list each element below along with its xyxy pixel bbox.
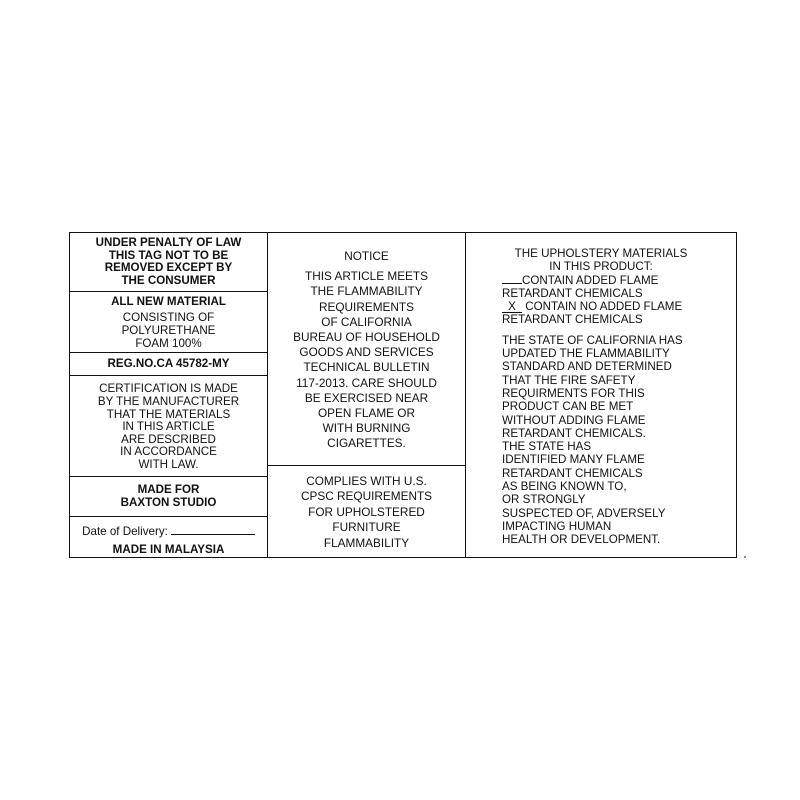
made-for-line: MADE FOR bbox=[137, 482, 200, 496]
state-line: IMPACTING HUMAN bbox=[502, 519, 612, 533]
option-none-line2: RETARDANT CHEMICALS bbox=[502, 313, 643, 327]
notice-line: THIS ARTICLE MEETS bbox=[304, 269, 429, 284]
made-for-section bbox=[70, 477, 267, 517]
cert-line: BY THE MANUFACTURER bbox=[97, 395, 240, 408]
notice-line: OPEN FLAME OR bbox=[317, 406, 415, 421]
date-of-delivery-label: Date of Delivery: bbox=[82, 524, 168, 538]
state-line: THAT THE FIRE SAFETY bbox=[502, 373, 636, 387]
complies-line: FURNITURE bbox=[332, 520, 401, 535]
notice-line: REQUIREMENTS bbox=[318, 299, 415, 314]
reg-no-text: REG.NO.CA 45782-MY bbox=[107, 357, 230, 371]
state-line: SUSPECTED OF, ADVERSELY bbox=[502, 506, 666, 520]
material-line: CONSISTING OF bbox=[122, 311, 215, 325]
state-line: RETARDANT CHEMICALS bbox=[502, 466, 643, 480]
cert-line: ARE DESCRIBED bbox=[121, 432, 216, 446]
state-line: OR STRONGLY bbox=[502, 493, 586, 507]
date-of-delivery-blank bbox=[171, 524, 255, 535]
upholstery-header-line: THE UPHOLSTERY MATERIALS bbox=[514, 247, 688, 260]
notice-line: CIGARETTES. bbox=[327, 436, 406, 451]
delivery-section bbox=[70, 517, 267, 557]
right-column bbox=[466, 233, 736, 557]
material-section bbox=[70, 292, 267, 354]
state-line: IDENTIFIED MANY FLAME bbox=[502, 453, 645, 467]
option-added-line2: RETARDANT CHEMICALS bbox=[502, 286, 643, 300]
cert-line: CERTIFICATION IS MADE bbox=[99, 382, 238, 396]
california-statement bbox=[502, 334, 736, 547]
state-line: THE STATE HAS bbox=[502, 440, 592, 454]
complies-line: CPSC REQUIREMENTS bbox=[300, 489, 433, 504]
made-for-line: BAXTON STUDIO bbox=[120, 495, 217, 509]
cert-line: THAT THE MATERIALS bbox=[106, 407, 231, 421]
cert-line: IN ACCORDANCE bbox=[120, 445, 217, 459]
state-line: WITHOUT ADDING FLAME bbox=[502, 413, 646, 427]
made-in-label: MADE IN MALAYSIA bbox=[112, 543, 225, 557]
penalty-line: UNDER PENALTY OF LAW bbox=[95, 236, 242, 249]
upholstery-disclosure bbox=[466, 233, 736, 547]
notice-line: TECHNICAL BULLETIN bbox=[303, 360, 430, 375]
certification-statement bbox=[70, 376, 267, 477]
material-line: POLYURETHANE bbox=[121, 323, 216, 337]
state-line: THE STATE OF CALIFORNIA HAS bbox=[502, 333, 683, 347]
notice-line: GOODS AND SERVICES bbox=[299, 345, 434, 360]
complies-line: FLAMMABILITY bbox=[323, 535, 410, 550]
option-added-text: CONTAIN ADDED FLAME bbox=[522, 273, 659, 287]
state-line: AS BEING KNOWN TO, bbox=[502, 480, 627, 494]
option-added-checkbox-blank bbox=[502, 274, 522, 284]
penalty-notice bbox=[70, 233, 267, 292]
state-line: REQUIRMENTS FOR THIS bbox=[502, 386, 645, 400]
notice-line: BUREAU OF HOUSEHOLD bbox=[293, 330, 440, 345]
delivery-row bbox=[70, 524, 267, 539]
material-line: FOAM 100% bbox=[135, 336, 202, 350]
stray-dot-mark bbox=[744, 556, 746, 558]
cert-line: IN THIS ARTICLE bbox=[122, 420, 215, 434]
state-line: STANDARD AND DETERMINED bbox=[502, 360, 672, 374]
option-added-flame bbox=[502, 274, 736, 287]
law-tag bbox=[69, 232, 737, 558]
option-none-mark: X bbox=[502, 302, 522, 313]
option-no-added-flame bbox=[502, 300, 736, 313]
notice-line: WITH BURNING bbox=[322, 421, 411, 436]
complies-line: FOR UPHOLSTERED bbox=[308, 504, 425, 519]
middle-column bbox=[268, 233, 466, 557]
penalty-line: THIS TAG NOT TO BE bbox=[108, 248, 229, 262]
option-none-text: CONTAIN NO ADDED FLAME bbox=[525, 300, 683, 314]
flammability-notice bbox=[268, 233, 465, 466]
penalty-line: THE CONSUMER bbox=[121, 273, 216, 287]
complies-line: COMPLIES WITH U.S. bbox=[306, 474, 427, 488]
state-line: HEALTH OR DEVELOPMENT. bbox=[502, 533, 661, 547]
cert-line: WITH LAW. bbox=[138, 457, 199, 471]
material-header: ALL NEW MATERIAL bbox=[111, 294, 226, 308]
left-column bbox=[70, 233, 268, 557]
penalty-line: REMOVED EXCEPT BY bbox=[104, 261, 233, 275]
state-line: PRODUCT CAN BE MET bbox=[502, 400, 634, 414]
notice-line: BE EXERCISED NEAR bbox=[304, 390, 429, 405]
cpsc-compliance bbox=[268, 466, 465, 557]
notice-title: NOTICE bbox=[344, 249, 389, 263]
upholstery-header-line: IN THIS PRODUCT: bbox=[549, 260, 653, 274]
state-line: RETARDANT CHEMICALS. bbox=[502, 426, 646, 440]
notice-line: 117-2013. CARE SHOULD bbox=[296, 375, 437, 390]
state-line: UPDATED THE FLAMMABILITY bbox=[502, 347, 670, 361]
notice-line: THE FLAMMABILITY bbox=[310, 284, 423, 299]
registration-number bbox=[70, 353, 267, 376]
notice-line: OF CALIFORNIA bbox=[321, 314, 412, 329]
